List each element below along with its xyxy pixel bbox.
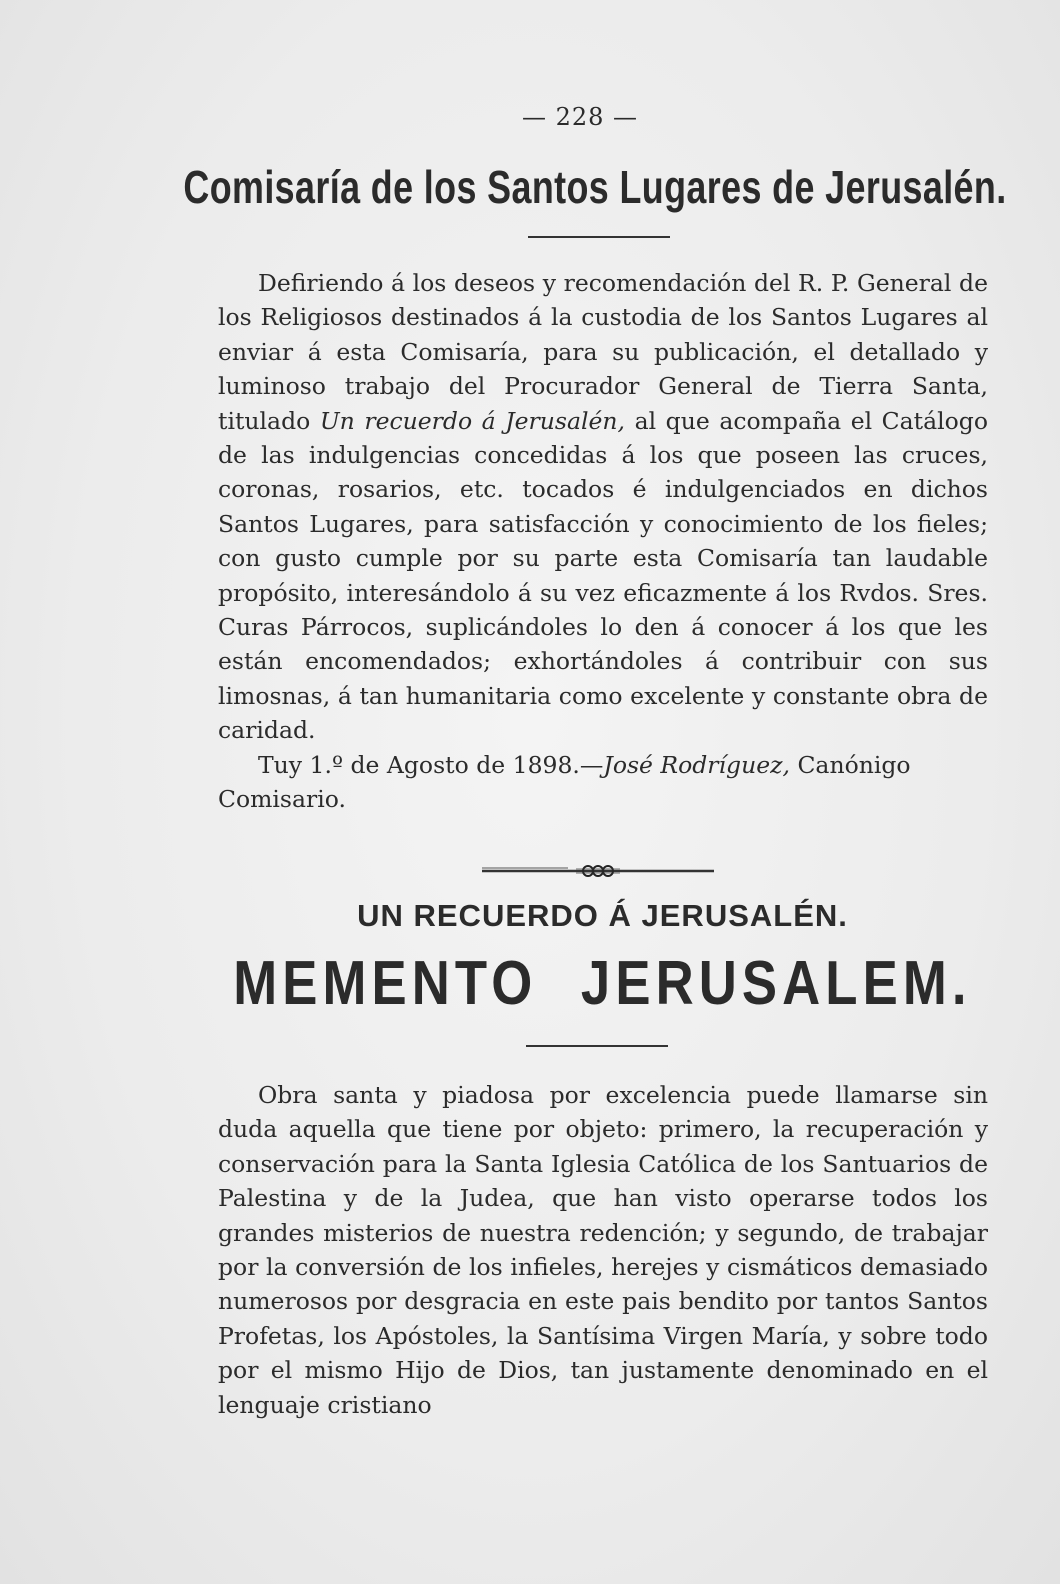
section-subtitle: UN RECUERDO Á JERUSALÉN. bbox=[357, 898, 848, 933]
notice-text-end: al que acompaña el Catálogo de las indulgencias concedidas á los que poseen las cruces, coronas, rosarios, etc. tocados é indulgenciados en dichos Santos Lugares, para satisfacción y conocimiento de los fieles; con gusto cumple por su parte esta Comisaría tan laudable propósito, interesándolo á su vez eficazmente á los Rvdos. Sres. Curas Párrocos, suplicándoles lo den á conocer á los que les están encomendados; exhortándoles á contribuir con sus limosnas, á tan humanitaria como excelente y constante obra de caridad. bbox=[218, 406, 988, 745]
latin-title: MEMENTO JERUSALEM. bbox=[233, 949, 972, 1018]
signature-name: José Rodríguez, bbox=[603, 750, 790, 779]
dateline-text: Tuy 1.º de Agosto de 1898.— bbox=[258, 750, 604, 779]
memento-intro bbox=[218, 1078, 988, 1422]
notice-italic-title: Un recuerdo á Jerusalén, bbox=[319, 406, 626, 435]
title-rule bbox=[528, 236, 670, 238]
dateline bbox=[218, 748, 988, 817]
notice-paragraph bbox=[218, 266, 988, 748]
ornament-divider-icon bbox=[478, 859, 718, 883]
page-title: Comisaría de los Santos Lugares de Jerusalén. bbox=[183, 161, 1007, 213]
signature-title: Canónigo Comisario. bbox=[218, 750, 911, 814]
page-number: — 228 — bbox=[521, 103, 639, 131]
section-rule bbox=[526, 1045, 668, 1047]
comisaria-notice bbox=[218, 266, 988, 817]
intro-paragraph: Obra santa y piadosa por excelencia puede llamarse sin duda aquella que tiene por objeto: primero, la recuperación y conservación para la Santa Iglesia Católica de los Santuarios de Palestina y de la Judea, que han visto operarse todos los grandes misterios de nuestra redención; y segundo, de trabajar por la conversión de los infieles, herejes y cismáticos demasiado numerosos por desgracia en este pais bendito por tantos Santos Profetas, los Apóstoles, la Santísima Virgen María, y sobre todo por el mismo Hijo de Dios, tan justamente denominado en el lenguaje cristiano bbox=[218, 1081, 988, 1419]
notice-text-start: Defiriendo á los deseos y recomendación del R. P. General de los Religiosos destinados á la custodia de los Santos Lugares al enviar á esta Comisaría, para su publicación, el detallado y luminoso trabajo del Procurador General de Tierra Santa, titulado bbox=[218, 269, 988, 435]
